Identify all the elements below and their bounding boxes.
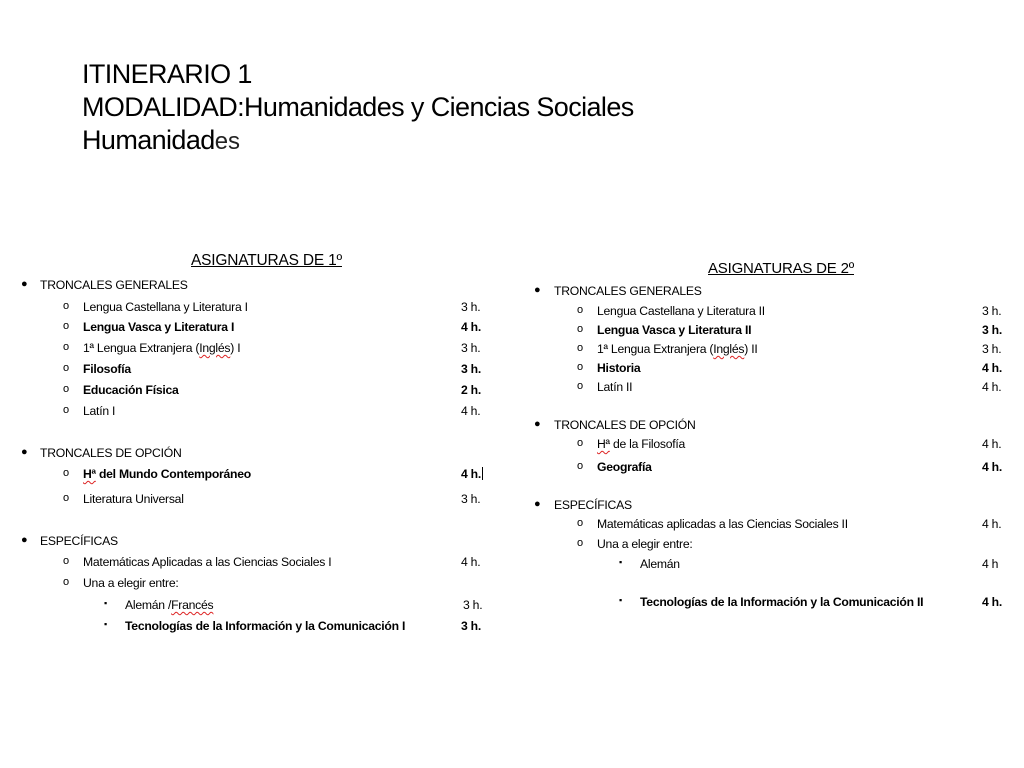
- circle-bullet-icon: o: [63, 362, 69, 374]
- subject-name: Historia: [597, 361, 641, 375]
- subject-hours: 4 h.: [982, 437, 1002, 451]
- circle-bullet-icon: o: [63, 404, 69, 416]
- square-bullet-icon: ▪: [619, 595, 622, 605]
- circle-bullet-icon: o: [63, 341, 69, 353]
- circle-bullet-icon: o: [577, 361, 583, 373]
- circle-bullet-icon: o: [577, 323, 583, 335]
- bullet-icon: ●: [534, 498, 541, 510]
- subject-hours: 3 h.: [461, 300, 481, 314]
- subject-name: Matemáticas Aplicadas a las Ciencias Sociales I: [83, 555, 332, 569]
- slide-title: [82, 58, 634, 158]
- subject-hours: 3 h.: [461, 362, 481, 376]
- subject-name: Alemán: [640, 557, 680, 571]
- subject-hours: 4 h.: [461, 467, 481, 481]
- square-bullet-icon: ▪: [619, 557, 622, 567]
- circle-bullet-icon: o: [577, 437, 583, 449]
- subject-name: Literatura Universal: [83, 492, 184, 506]
- circle-bullet-icon: o: [577, 342, 583, 354]
- subject-hours: 4 h: [982, 557, 999, 571]
- bullet-icon: ●: [534, 284, 541, 296]
- subject-hours: 4 h.: [982, 361, 1002, 375]
- subject-name: Alemán /Francés: [125, 598, 214, 612]
- section-label: TRONCALES GENERALES: [554, 284, 702, 298]
- subject-name: Lengua Vasca y Literatura II: [597, 323, 752, 337]
- subject-name: Una a elegir entre:: [83, 576, 179, 590]
- circle-bullet-icon: o: [63, 320, 69, 332]
- subject-hours: 4 h.: [982, 460, 1002, 474]
- bullet-icon: ●: [21, 446, 28, 458]
- subject-hours: 3 h.: [461, 619, 481, 633]
- section-label: ESPECÍFICAS: [40, 534, 118, 548]
- subject-hours: 3 h.: [982, 342, 1002, 356]
- circle-bullet-icon: o: [577, 517, 583, 529]
- subject-hours: 4 h.: [461, 404, 481, 418]
- subject-name: Filosofía: [83, 362, 131, 376]
- circle-bullet-icon: o: [63, 492, 69, 504]
- circle-bullet-icon: o: [577, 460, 583, 472]
- second-year-heading: ASIGNATURAS DE 2º: [708, 260, 854, 277]
- bullet-icon: ●: [21, 278, 28, 290]
- subject-name: Hª de la Filosofía: [597, 437, 686, 451]
- subject-name: Lengua Castellana y Literatura II: [597, 304, 765, 318]
- section-label: TRONCALES DE OPCIÓN: [554, 418, 696, 432]
- subject-hours: 4 h.: [982, 517, 1002, 531]
- subject-name: Tecnologías de la Información y la Comunicación II: [640, 595, 924, 609]
- circle-bullet-icon: o: [63, 300, 69, 312]
- subject-name: Geografía: [597, 460, 652, 474]
- section-label: TRONCALES GENERALES: [40, 278, 188, 292]
- subject-hours: 3 h.: [463, 598, 483, 612]
- square-bullet-icon: ▪: [104, 598, 107, 608]
- circle-bullet-icon: o: [63, 555, 69, 567]
- bullet-icon: ●: [534, 418, 541, 430]
- subject-name: 1ª Lengua Extranjera (Inglés) II: [597, 342, 758, 356]
- subject-name: Matemáticas aplicadas a las Ciencias Sociales II: [597, 517, 848, 531]
- circle-bullet-icon: o: [63, 467, 69, 479]
- circle-bullet-icon: o: [577, 304, 583, 316]
- subject-hours: 4 h.: [982, 595, 1002, 609]
- subject-hours: 3 h.: [982, 323, 1002, 337]
- subject-hours: 4 h.: [461, 320, 481, 334]
- subject-name: Latín I: [83, 404, 116, 418]
- section-label: TRONCALES DE OPCIÓN: [40, 446, 182, 460]
- subject-name: Latín II: [597, 380, 633, 394]
- title-line-itinerario: ITINERARIO 1: [82, 59, 252, 89]
- square-bullet-icon: ▪: [104, 619, 107, 629]
- subject-name: Hª del Mundo Contemporáneo: [83, 467, 251, 481]
- title-line-humanidades: Humanidades: [82, 125, 241, 155]
- subject-hours: 3 h.: [461, 492, 481, 506]
- subject-hours: 4 h.: [461, 555, 481, 569]
- subject-name: Una a elegir entre:: [597, 537, 693, 551]
- subject-hours: 3 h.: [982, 304, 1002, 318]
- text-cursor: [482, 467, 483, 480]
- circle-bullet-icon: o: [63, 576, 69, 588]
- subject-name: Lengua Vasca y Literatura I: [83, 320, 235, 334]
- subject-name: 1ª Lengua Extranjera (Inglés) I: [83, 341, 241, 355]
- bullet-icon: ●: [21, 534, 28, 546]
- subject-name: Lengua Castellana y Literatura I: [83, 300, 248, 314]
- subject-hours: 4 h.: [982, 380, 1002, 394]
- first-year-heading: ASIGNATURAS DE 1º: [191, 252, 342, 269]
- section-label: ESPECÍFICAS: [554, 498, 632, 512]
- subject-name: Educación Física: [83, 383, 179, 397]
- subject-hours: 3 h.: [461, 341, 481, 355]
- subject-name: Tecnologías de la Información y la Comunicación I: [125, 619, 406, 633]
- circle-bullet-icon: o: [63, 383, 69, 395]
- subject-hours: 2 h.: [461, 383, 481, 397]
- title-line-modalidad: MODALIDAD:Humanidades y Ciencias Sociales: [82, 92, 634, 122]
- circle-bullet-icon: o: [577, 537, 583, 549]
- circle-bullet-icon: o: [577, 380, 583, 392]
